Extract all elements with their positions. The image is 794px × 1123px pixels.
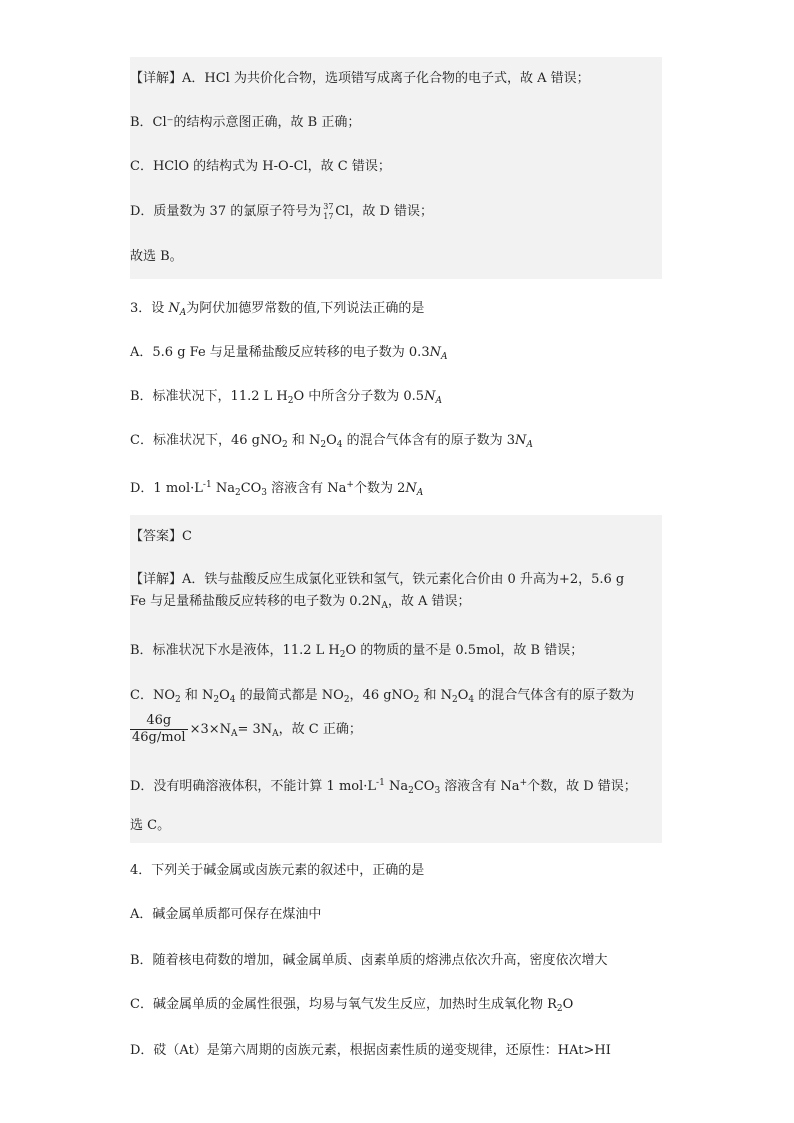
conclusion-line: 选 C。 — [130, 805, 662, 843]
question-stem: 3．设 $N_A$为阿伏加德罗常数的值,下列说法正确的是 — [130, 301, 425, 318]
option-a: A．5.6 g Fe 与足量稀盐酸反应转移的电子数为 $0.3N_A$ — [130, 345, 448, 362]
explanation-line: B．标准状况下水是液体，11.2 L $H_2O$ 的物质的量不是 0.5mol，故 B 错误； — [130, 627, 662, 675]
conclusion-line: 故选 B。 — [130, 235, 662, 279]
option-a: A．碱金属单质都可保存在煤油中 — [130, 907, 322, 922]
question-stem: 4．下列关于碱金属或卤族元素的叙述中，正确的是 — [130, 863, 425, 878]
explanation-line: 【详解】A．HCl 为共价化合物，选项错写成离子化合物的电子式，故 A 错误； — [130, 57, 662, 101]
option-b: B．随着核电荷数的增加，碱金属单质、卤素单质的熔沸点依次升高，密度依次增大 — [130, 953, 608, 968]
option-d: D．砹（At）是第六周期的卤族元素，根据卤素性质的递变规律，还原性：HAt>HI — [130, 1043, 611, 1058]
option-d: D．1 $mol\cdot L^{-1}$ $Na_2CO_3$ 溶液含有 Na+个数为 $2N_A$ — [130, 480, 424, 498]
explanation-line: 【详解】A．铁与盐酸反应生成氯化亚铁和氢气，铁元素化合价由 0 升高为+2，5.6 g Fe 与足量稀盐酸反应转移的电子数为 $0.2N_A$，故 A 错误； — [130, 559, 662, 627]
fraction: $\frac{46g}{\text{46g/mol}}$ — [132, 713, 186, 745]
option-c: C．碱金属单质的金属性很强，均易与氧气发生反应，加热时生成氧化物 $R_2O$ — [130, 997, 574, 1014]
explanation-line: C．$NO_2$ 和 $N_2O_4$ 的最简式都是 $NO_2$，46 gNO$_2$ 和 $N_2O_4$ 的混合气体含有的原子数为 $\frac{46g}{\text{46g/mol}}$ $\times 3\times N_A= 3N_A$，故 C 正确； — [130, 675, 662, 761]
option-c: C．标准状况下，46 gNO$_2$ 和 $N_2O_4$ 的混合气体含有的原子数为 $3N_A$ — [130, 433, 533, 450]
isotope-notation: 37 17 — [323, 201, 334, 221]
explanation-line: C．HClO 的结构式为 H-O-Cl，故 C 错误； — [130, 145, 662, 189]
explanation-line: D．没有明确溶液体积，不能计算 1 $mol\cdot L^{-1}$ $Na_2CO_3$ 溶液含有 Na+个数，故 D 错误； — [130, 761, 662, 805]
explanation-line: B．Cl⁻的结构示意图正确，故 B 正确； — [130, 101, 662, 145]
answer-line: 【答案】C — [130, 515, 662, 559]
option-b: B．标准状况下，11.2 L $H_2O$ 中所含分子数为 $0.5N_A$ — [130, 389, 442, 406]
explanation-line: D．质量数为 37 的氯原子符号为 37 17 Cl，故 D 错误； — [130, 189, 662, 235]
